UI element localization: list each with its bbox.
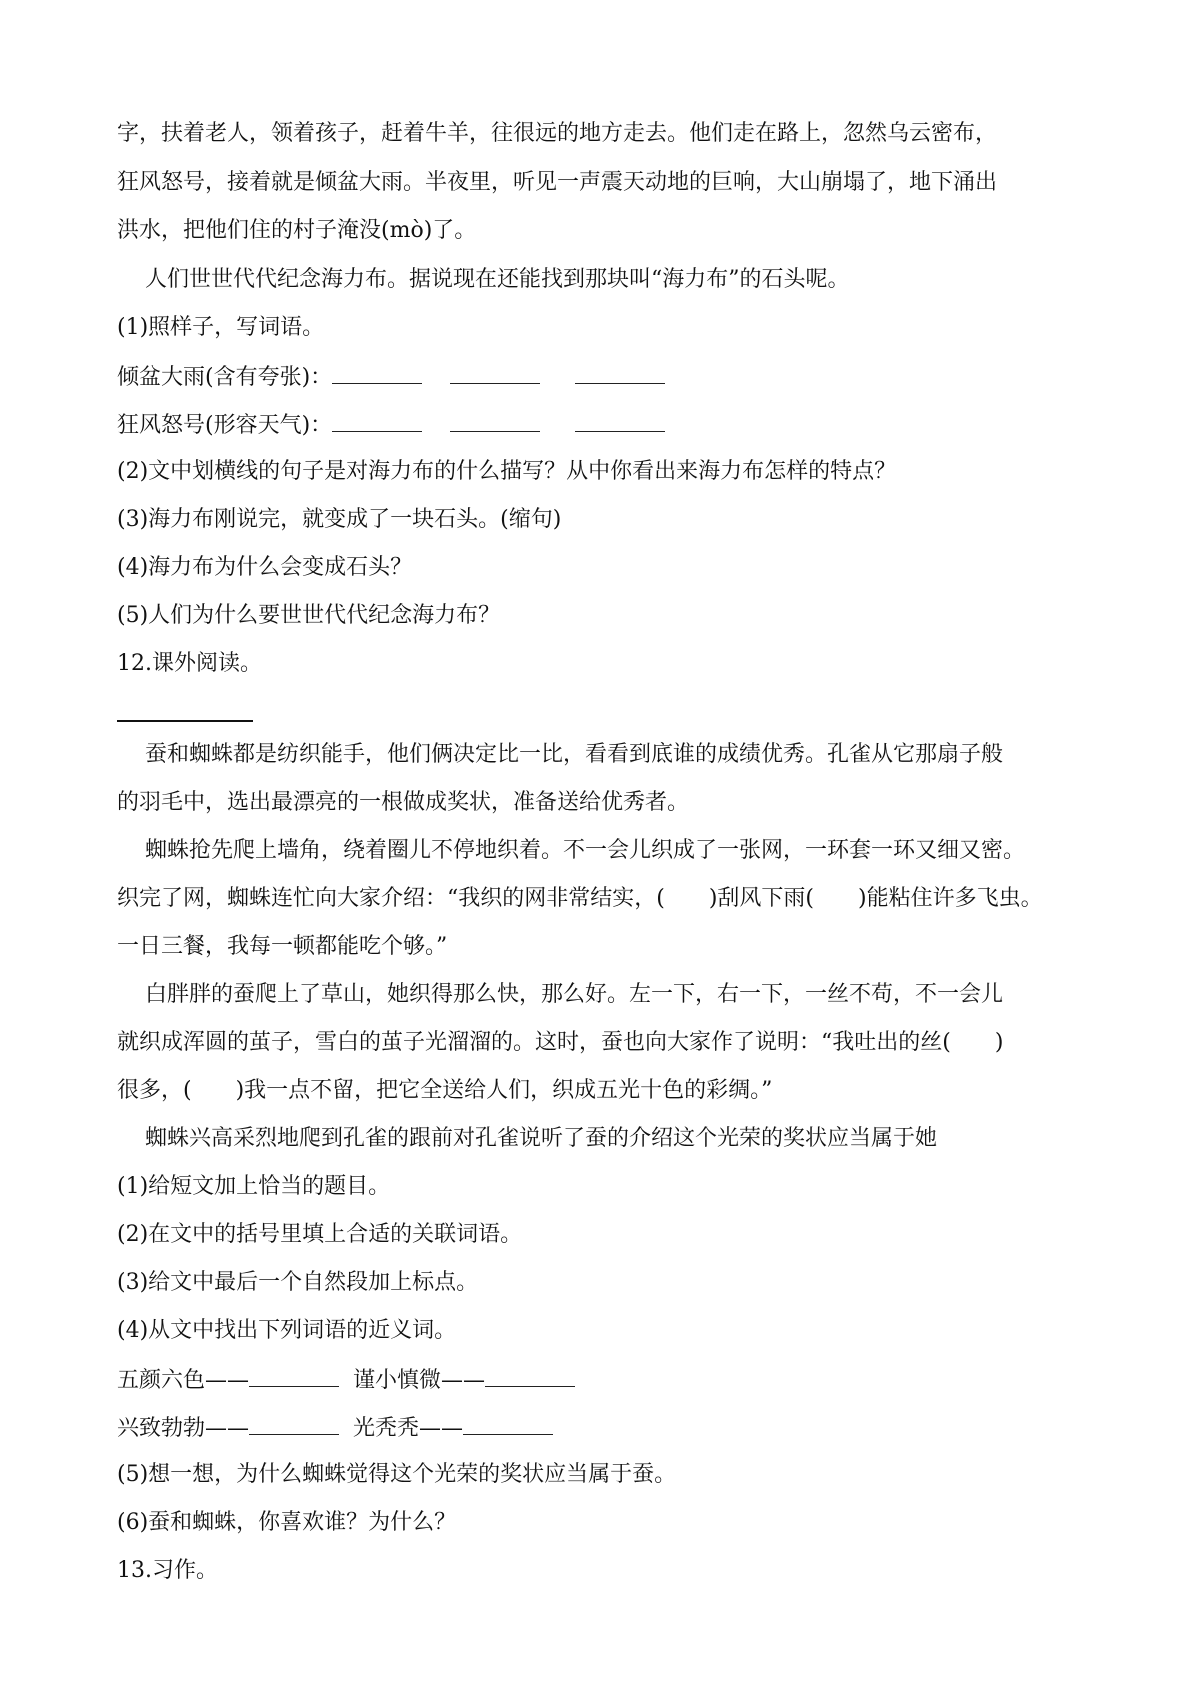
q12-3: (3)给文中最后一个自然段加上标点。 (117, 1270, 479, 1295)
q11-5: (5)人们为什么要世世代代纪念海力布？ (117, 603, 501, 628)
synonym-row-2 (117, 1412, 553, 1444)
p2-line-1: 蜘蛛抢先爬上墙角，绕着圈儿不停地织着。不一会儿织成了一张网，一环套一环又细又密。 (145, 838, 1026, 863)
q11-2: (2)文中划横线的句子是对海力布的什么描写？从中你看出来海力布怎样的特点？ (117, 459, 897, 484)
answer-blank[interactable] (332, 361, 422, 384)
p2-line-3: 一日三餐，我每一顿都能吃个够。” (117, 934, 448, 959)
answer-blank[interactable] (450, 361, 540, 384)
p1-line-1: 蚕和蜘蛛都是纺织能手，他们俩决定比一比，看看到底谁的成绩优秀。孔雀从它那扇子般 (145, 742, 1004, 767)
synonym-row-1 (117, 1364, 575, 1396)
q12-1: (1)给短文加上恰当的题目。 (117, 1174, 391, 1199)
passage-line-2: 狂风怒号，接着就是倾盆大雨。半夜里，听见一声震天动地的巨响，大山崩塌了，地下涌出 (117, 170, 998, 195)
q11-4: (4)海力布为什么会变成石头？ (117, 555, 413, 580)
q11-1a (117, 361, 665, 393)
q12-2: (2)在文中的括号里填上合适的关联词语。 (117, 1222, 523, 1247)
passage-line-1: 字，扶着老人，领着孩子，赶着牛羊，往很远的地方走去。他们走在路上，忽然乌云密布， (117, 121, 998, 146)
p4-line-1: 蜘蛛兴高采烈地爬到孔雀的跟前对孔雀说听了蚕的介绍这个光荣的奖状应当属于她 (145, 1126, 938, 1151)
answer-blank[interactable] (575, 361, 665, 384)
q11-1: (1)照样子，写词语。 (117, 315, 325, 340)
q13-title: 13.习作。 (117, 1558, 218, 1583)
synonym-word: 光秃秃—— (353, 1416, 464, 1441)
q11-3: (3)海力布刚说完，就变成了一块石头。(缩句) (117, 507, 562, 532)
synonym-word: 兴致勃勃—— (117, 1416, 250, 1441)
answer-blank[interactable] (249, 1412, 339, 1435)
answer-blank[interactable] (332, 409, 422, 432)
p1-line-2: 的羽毛中，选出最漂亮的一根做成奖状，准备送给优秀者。 (117, 790, 690, 815)
answer-blank[interactable] (463, 1412, 553, 1435)
q12-title: 12.课外阅读。 (117, 651, 262, 676)
answer-blank[interactable] (485, 1364, 575, 1387)
q11-1b-label: 狂风怒号(形容天气)： (117, 413, 333, 438)
p3-line-2: 就织成浑圆的茧子，雪白的茧子光溜溜的。这时，蚕也向大家作了说明：“我吐出的丝( ) (117, 1030, 1004, 1055)
synonym-word: 谨小慎微—— (353, 1368, 486, 1393)
q12-5: (5)想一想，为什么蜘蛛觉得这个光荣的奖状应当属于蚕。 (117, 1462, 677, 1487)
passage-line-4: 人们世世代代纪念海力布。据说现在还能找到那块叫“海力布”的石头呢。 (145, 267, 850, 292)
p2-line-2: 织完了网，蜘蛛连忙向大家介绍：“我织的网非常结实，( )刮风下雨( )能粘住许多飞虫。 (117, 886, 1043, 911)
p3-line-3: 很多，( )我一点不留，把它全送给人们，织成五光十色的彩绸。” (117, 1078, 773, 1103)
title-blank-line[interactable] (117, 720, 253, 722)
q12-6: (6)蚕和蜘蛛，你喜欢谁？为什么？ (117, 1510, 457, 1535)
passage-line-3: 洪水，把他们住的村子淹没(mò)了。 (117, 218, 477, 243)
q12-4: (4)从文中找出下列词语的近义词。 (117, 1318, 457, 1343)
synonym-word: 五颜六色—— (117, 1368, 250, 1393)
p3-line-1: 白胖胖的蚕爬上了草山，她织得那么快，那么好。左一下，右一下，一丝不苟，不一会儿 (145, 982, 1004, 1007)
q11-1a-label: 倾盆大雨(含有夸张)： (117, 365, 333, 390)
answer-blank[interactable] (450, 409, 540, 432)
answer-blank[interactable] (249, 1364, 339, 1387)
answer-blank[interactable] (575, 409, 665, 432)
q11-1b (117, 409, 665, 441)
